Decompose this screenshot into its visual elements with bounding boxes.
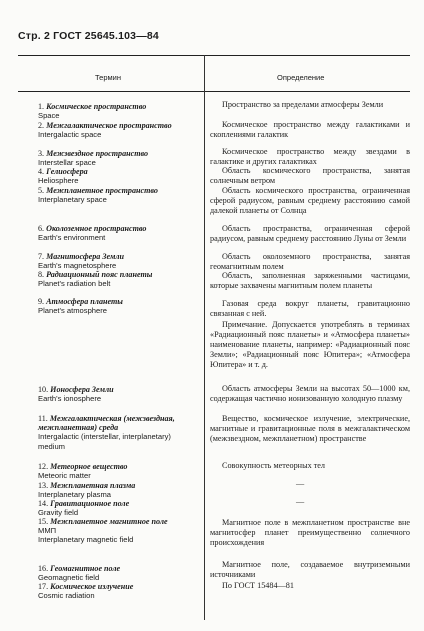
column-header-term: Термин bbox=[95, 73, 121, 82]
definition-1: Пространство за пределами атмосферы Земли bbox=[222, 100, 384, 109]
table-header-rule bbox=[18, 91, 410, 92]
term-12: 12. Метеорное вещество Meteoric matter bbox=[38, 462, 128, 481]
term-14: 14. Гравитационное поле Gravity field bbox=[38, 499, 130, 518]
definition-12: Совокупность метеорных тел bbox=[222, 461, 326, 470]
definition-7: Область околоземного пространства, занятая геомагнитным полем bbox=[210, 252, 410, 271]
term-2: 2. Межгалактическое пространство Intergalactic space bbox=[38, 121, 172, 140]
term-16: 16. Геомагнитное поле Geomagnetic field bbox=[38, 564, 121, 583]
term-17: 17. Космическое излучение Cosmic radiation bbox=[38, 582, 134, 601]
definition-15: Магнитное поле в межпланетном пространстве вне магнитосфер планет преимущественно солнечного происхождения bbox=[210, 518, 410, 547]
term-7: 7. Магнитосфера Земли Earth's magnetosphere bbox=[38, 252, 125, 271]
column-header-definition: Определение bbox=[277, 73, 325, 82]
definition-4: Область космического пространства, занятая солнечным ветром bbox=[210, 166, 410, 185]
definition-10: Область атмосферы Земли на высотах 50—1000 км, содержащая частично ионизованную холодную плазму bbox=[210, 384, 410, 403]
definition-17: По ГОСТ 15484—81 bbox=[222, 581, 294, 590]
term-13: 13. Межпланетная плазма Interplanetary plasma bbox=[38, 481, 136, 500]
column-divider bbox=[204, 55, 205, 620]
definition-11: Вещество, космическое излучение, электрические, магнитные и гравитационные поля в межгалактическом (межзвездном, межпланетном) пространстве bbox=[210, 414, 410, 443]
definition-14-dash: — bbox=[296, 497, 305, 506]
term-9: 9. Атмосфера планеты Planet's atmosphere bbox=[38, 297, 123, 316]
definition-3: Космическое пространство между звездами в галактике и других галактиках bbox=[210, 147, 410, 166]
term-8: 8. Радиационный пояс планеты Planet's radiation belt bbox=[38, 270, 153, 289]
definition-16: Магнитное поле, создаваемое внутриземными источниками bbox=[210, 560, 410, 579]
page-header: Стр. 2 ГОСТ 25645.103—84 bbox=[18, 30, 159, 42]
definition-6: Область пространства, ограниченная сферой радиусом, равным среднему расстоянию Луны от Земли bbox=[210, 224, 410, 243]
term-1: 1. Космическое пространство Space bbox=[38, 102, 147, 121]
table-top-rule bbox=[18, 55, 410, 56]
definition-9: Газовая среда вокруг планеты, гравитационно связанная с ней. bbox=[210, 299, 410, 318]
definition-5: Область космического пространства, ограниченная сферой радиусом, равным среднему расстоянию самой далекой планеты от Солнца bbox=[210, 186, 410, 215]
definition-2: Космическое пространство между галактиками и скоплениями галактик bbox=[210, 120, 410, 139]
definition-note: Примечание. Допускается употреблять в терминах «Радиационный пояс планеты» и «Атмосфера планеты» наименование планеты, например: «Радиационный пояс Земли»; «Радиационный пояс Юпитера»; «Атмосфера Юпитера» и т. д. bbox=[210, 320, 410, 369]
term-6: 6. Околоземное пространство Earth's environment bbox=[38, 224, 147, 243]
definition-13-dash: — bbox=[296, 479, 305, 488]
term-5: 5. Межпланетное пространство Interplanetary space bbox=[38, 186, 158, 205]
term-4: 4. Гелиосфера Heliosphere bbox=[38, 167, 88, 186]
term-15: 15. Межпланетное магнитное поле ММП Interplanetary magnetic field bbox=[38, 517, 168, 545]
definition-8: Область, заполненная заряженными частицами, которые захвачены магнитным полем планеты bbox=[210, 271, 410, 290]
term-3: 3. Межзвездное пространство Interstellar space bbox=[38, 149, 149, 168]
term-10: 10. Ионосфера Земли Earth's ionosphere bbox=[38, 385, 114, 404]
term-11: 11. Межгалактическая (межзвездная, межпланетная) среда Intergalactic (interstellar, interplanetary) medium bbox=[38, 414, 175, 451]
